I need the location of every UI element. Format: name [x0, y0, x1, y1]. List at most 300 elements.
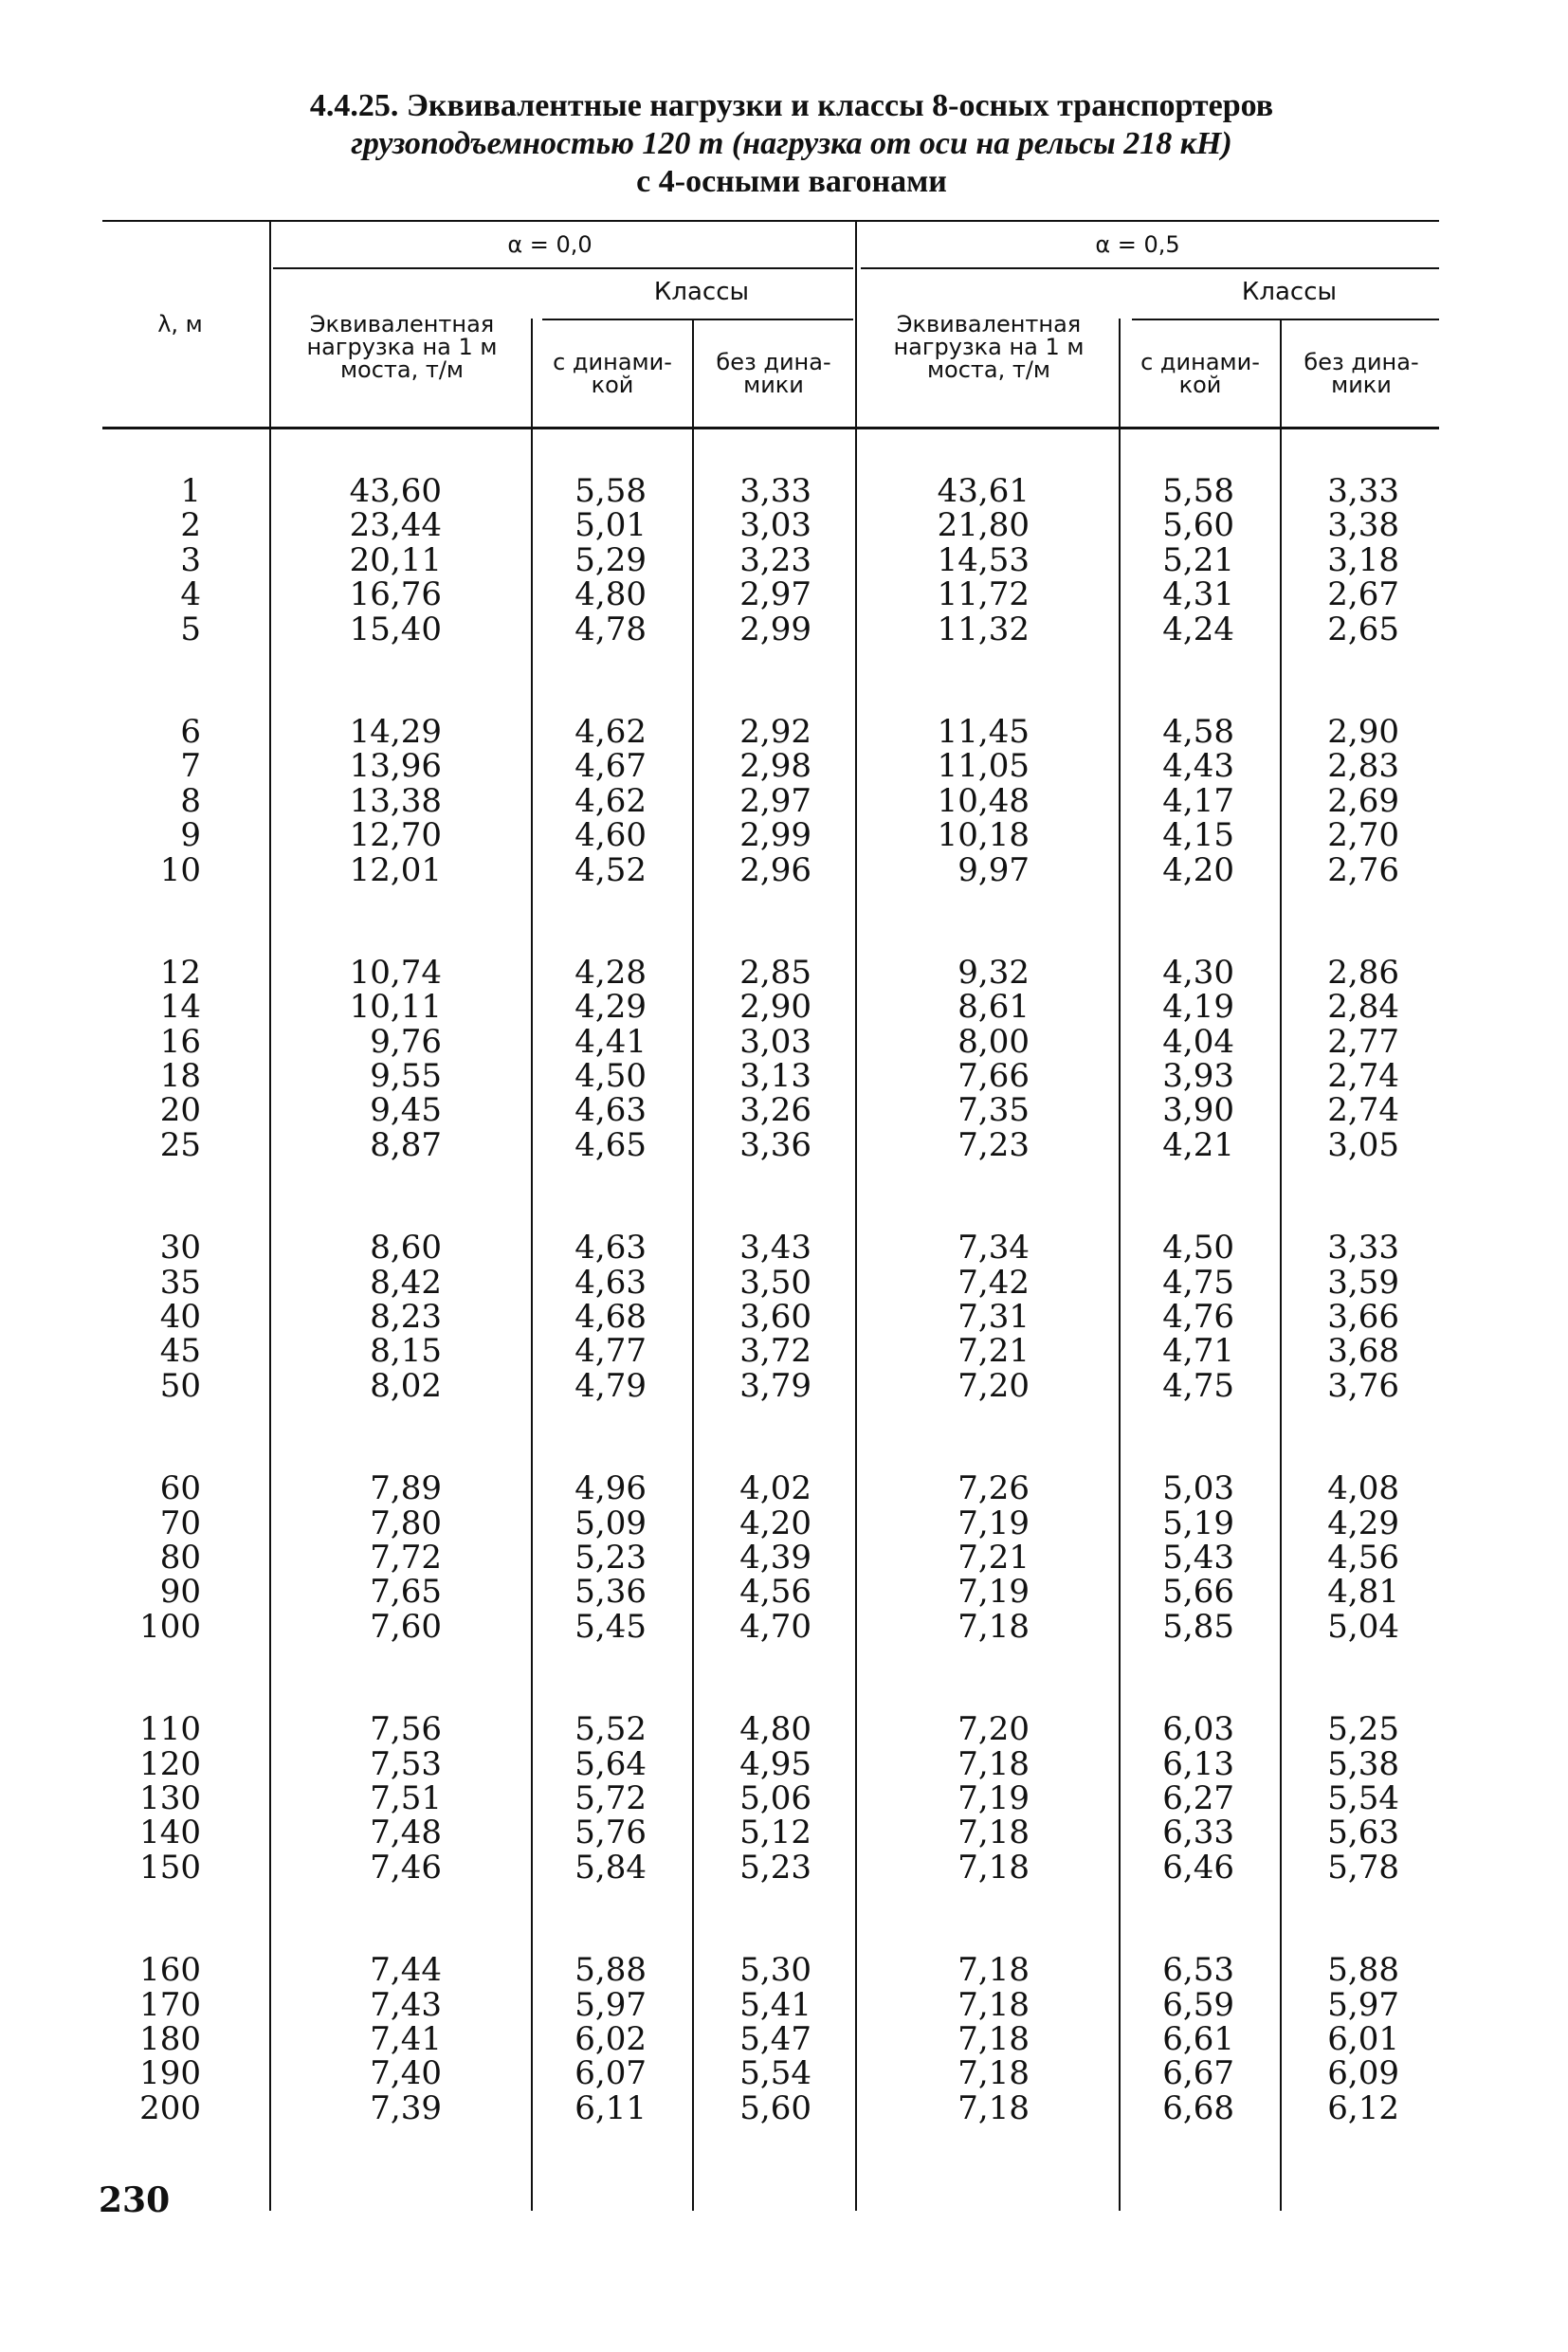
table-cell-a05-nodyn: 2,69 [1327, 781, 1399, 820]
table-cell-a0-nodyn: 3,36 [739, 1125, 811, 1164]
column-a05-class-nodyn [1303, 474, 1399, 2125]
table-cell-a0-nodyn: 3,60 [739, 1298, 811, 1337]
table-cell-a05-load: 7,34 [957, 1229, 1030, 1267]
group-gap [1138, 1885, 1234, 1953]
title-line-3: с 4-осными вагонами [636, 164, 947, 199]
table-cell-a05-load: 9,97 [957, 850, 1030, 889]
table-cell-a05-dyn: 4,76 [1162, 1298, 1234, 1337]
table-cell-a0-dyn: 4,52 [574, 850, 647, 889]
table-cell-a0-nodyn: 2,99 [739, 816, 811, 855]
group-gap [1303, 647, 1399, 715]
header-with-dyn-a0: с динами-кой [553, 349, 672, 398]
table-cell-lambda: 2 [180, 506, 201, 545]
table-cell-lambda: 30 [159, 1229, 201, 1267]
header-bottom-rule [102, 427, 1439, 429]
table-cell-a05-dyn: 4,31 [1162, 575, 1234, 614]
column-a0-class-dyn [550, 474, 647, 2125]
table-cell-a0-nodyn: 4,70 [739, 1607, 811, 1646]
table-cell-a05-load: 11,05 [937, 747, 1030, 786]
table-cell-a0-load: 7,51 [370, 1778, 442, 1817]
table-cell-a0-dyn: 5,09 [574, 1504, 647, 1542]
table-cell-a0-nodyn: 4,95 [739, 1744, 811, 1783]
table-cell-a0-nodyn: 5,23 [739, 1848, 811, 1887]
table-cell-a0-nodyn: 2,85 [739, 953, 811, 992]
table-cell-a0-load: 13,96 [349, 747, 442, 786]
table-cell-a05-load: 10,18 [937, 816, 1030, 855]
table-cell-a05-nodyn: 2,86 [1327, 953, 1399, 992]
table-cell-a0-nodyn: 3,72 [739, 1332, 811, 1371]
table-cell-a0-load: 10,11 [349, 988, 442, 1027]
table-cell-a0-nodyn: 4,56 [739, 1573, 811, 1612]
table-cell-a05-nodyn: 2,74 [1327, 1057, 1399, 1096]
group-gap [901, 1644, 1030, 1712]
table-cell-a05-dyn: 6,59 [1162, 1985, 1234, 2024]
table-cell-a05-dyn: 5,03 [1162, 1469, 1234, 1508]
table-cell-a0-load: 7,40 [370, 2054, 442, 2093]
table-cell-a0-load: 7,65 [370, 1573, 442, 1612]
table-cell-a0-dyn: 5,97 [574, 1985, 647, 2024]
column-lambda [114, 474, 201, 2125]
table-cell-lambda: 120 [139, 1744, 201, 1783]
group-gap [901, 887, 1030, 956]
table-cell-a05-load: 11,72 [937, 575, 1030, 614]
table-cell-a05-dyn: 4,15 [1162, 816, 1234, 855]
group-gap [313, 1885, 442, 1953]
table-cell-a0-load: 8,15 [370, 1332, 442, 1371]
table-cell-a05-load: 7,19 [957, 1504, 1030, 1542]
table-cell-a0-load: 7,41 [370, 2019, 442, 2058]
table-cell-lambda: 6 [180, 712, 201, 751]
table-cell-a05-load: 7,31 [957, 1298, 1030, 1337]
group-gap [313, 1644, 442, 1712]
table-cell-a05-load: 7,21 [957, 1538, 1030, 1577]
table-cell-a0-nodyn: 3,03 [739, 1022, 811, 1061]
table-cell-a05-load: 21,80 [937, 506, 1030, 545]
table-cell-a0-dyn: 4,96 [574, 1469, 647, 1508]
table-cell-a0-load: 7,60 [370, 1607, 442, 1646]
group-gap [550, 1403, 647, 1471]
table-cell-a05-load: 8,61 [957, 988, 1030, 1027]
table-cell-lambda: 140 [139, 1814, 201, 1852]
table-cell-a0-dyn: 5,88 [574, 1951, 647, 1990]
table-cell-a05-nodyn: 5,38 [1327, 1744, 1399, 1783]
table-cell-a0-dyn: 5,52 [574, 1710, 647, 1749]
table-cell-a0-nodyn: 5,12 [739, 1814, 811, 1852]
table-cell-lambda: 45 [159, 1332, 201, 1371]
table-cell-a0-dyn: 4,79 [574, 1366, 647, 1405]
table-cell-a05-nodyn: 2,90 [1327, 712, 1399, 751]
table-cell-a0-nodyn: 5,47 [739, 2019, 811, 2058]
table-cell-a0-nodyn: 2,92 [739, 712, 811, 751]
column-a0-class-nodyn [715, 474, 811, 2125]
table-cell-lambda: 12 [159, 953, 201, 992]
col-rule-5 [1119, 319, 1121, 2211]
group-gap [715, 887, 811, 956]
table-cell-a0-load: 7,80 [370, 1504, 442, 1542]
table-cell-lambda: 40 [159, 1298, 201, 1337]
group-gap [1138, 1644, 1234, 1712]
table-cell-a05-load: 8,00 [957, 1022, 1030, 1061]
table-cell-lambda: 160 [139, 1951, 201, 1990]
table-cell-a0-dyn: 4,63 [574, 1091, 647, 1130]
header-without-dyn-a0: без дина-мики [716, 349, 831, 398]
table-cell-a05-nodyn: 3,76 [1327, 1366, 1399, 1405]
table-cell-a0-load: 13,38 [349, 781, 442, 820]
table-cell-a0-dyn: 4,68 [574, 1298, 647, 1337]
table-cell-lambda: 35 [159, 1263, 201, 1302]
table-cell-a05-dyn: 4,04 [1162, 1022, 1234, 1061]
table-cell-lambda: 10 [159, 850, 201, 889]
table-cell-a05-dyn: 4,50 [1162, 1229, 1234, 1267]
table-cell-lambda: 200 [139, 2088, 201, 2127]
table-cell-a0-nodyn: 5,30 [739, 1951, 811, 1990]
table-cell-a0-dyn: 5,58 [574, 472, 647, 510]
table-cell-a0-load: 20,11 [349, 540, 442, 579]
table-cell-a05-dyn: 4,71 [1162, 1332, 1234, 1371]
table-cell-lambda: 170 [139, 1985, 201, 2024]
table-cell-a05-load: 7,21 [957, 1332, 1030, 1371]
table-cell-a05-dyn: 4,17 [1162, 781, 1234, 820]
header-alpha-0: α = 0,0 [507, 231, 593, 258]
table-cell-a05-nodyn: 3,05 [1327, 1125, 1399, 1164]
table-cell-a0-nodyn: 3,79 [739, 1366, 811, 1405]
table-cell-lambda: 4 [180, 575, 201, 614]
table-cell-a05-dyn: 5,58 [1162, 472, 1234, 510]
table-cell-lambda: 90 [159, 1573, 201, 1612]
table-cell-a0-dyn: 5,84 [574, 1848, 647, 1887]
table-cell-lambda: 16 [159, 1022, 201, 1061]
table-cell-a05-load: 9,32 [957, 953, 1030, 992]
col-rule-2 [531, 319, 533, 2211]
table-cell-a05-dyn: 3,93 [1162, 1057, 1234, 1096]
table-cell-a0-nodyn: 3,43 [739, 1229, 811, 1267]
table-cell-a0-load: 7,46 [370, 1848, 442, 1887]
table-cell-a0-load: 7,39 [370, 2088, 442, 2127]
group-gap [114, 1644, 201, 1712]
group-gap [715, 647, 811, 715]
table-cell-a0-dyn: 4,80 [574, 575, 647, 614]
table-cell-a05-load: 11,32 [937, 610, 1030, 648]
table-cell-a05-dyn: 5,43 [1162, 1538, 1234, 1577]
table-cell-a05-load: 7,20 [957, 1366, 1030, 1405]
group-gap [1138, 647, 1234, 715]
table-cell-a0-dyn: 5,01 [574, 506, 647, 545]
table-cell-a0-nodyn: 5,60 [739, 2088, 811, 2127]
table-cell-a05-dyn: 4,19 [1162, 988, 1234, 1027]
table-cell-lambda: 8 [180, 781, 201, 820]
header-with-dyn-a05: с динами-кой [1140, 349, 1260, 398]
table-cell-a0-dyn: 4,50 [574, 1057, 647, 1096]
table-cell-a05-load: 10,48 [937, 781, 1030, 820]
table-cell-a0-dyn: 4,65 [574, 1125, 647, 1164]
table-cell-a0-load: 8,87 [370, 1125, 442, 1164]
group-gap [550, 887, 647, 956]
table-cell-a05-load: 7,18 [957, 1848, 1030, 1887]
table-cell-lambda: 60 [159, 1469, 201, 1508]
col-rule-4 [855, 220, 857, 2211]
table-cell-a0-load: 12,01 [349, 850, 442, 889]
header-lambda: λ, м [157, 311, 203, 337]
table-cell-a05-nodyn: 3,33 [1327, 472, 1399, 510]
table-cell-a0-nodyn: 2,96 [739, 850, 811, 889]
table-cell-a05-load: 11,45 [937, 712, 1030, 751]
group-gap [901, 1403, 1030, 1471]
header-without-dyn-a05: без дина-мики [1304, 349, 1419, 398]
table-cell-a05-load: 7,18 [957, 1607, 1030, 1646]
table-cell-a05-load: 7,66 [957, 1057, 1030, 1096]
group-gap [550, 1644, 647, 1712]
group-gap [1303, 1162, 1399, 1231]
group-gap [114, 1403, 201, 1471]
table-cell-a05-dyn: 5,66 [1162, 1573, 1234, 1612]
table-cell-lambda: 150 [139, 1848, 201, 1887]
group-gap [1303, 1885, 1399, 1953]
group-gap [715, 1162, 811, 1231]
table-cell-a0-dyn: 4,28 [574, 953, 647, 992]
table-cell-a0-nodyn: 3,13 [739, 1057, 811, 1096]
table-cell-a05-nodyn: 2,65 [1327, 610, 1399, 648]
table-cell-lambda: 5 [180, 610, 201, 648]
title-line-2b: (нагрузка от оси на рельсы 218 кН) [723, 126, 1232, 161]
header-equiv-load-a0: Эквивалентная нагрузка на 1 м моста, т/м [306, 311, 498, 383]
table-cell-a05-dyn: 4,58 [1162, 712, 1234, 751]
table-cell-a05-dyn: 6,67 [1162, 2054, 1234, 2093]
table-title [142, 87, 1441, 201]
table-cell-a05-load: 7,19 [957, 1573, 1030, 1612]
table-cell-a05-nodyn: 2,77 [1327, 1022, 1399, 1061]
column-a05-class-dyn [1138, 474, 1234, 2125]
table-cell-lambda: 180 [139, 2019, 201, 2058]
header-classes-a05: Классы [1241, 278, 1338, 306]
table-cell-a05-nodyn: 6,09 [1327, 2054, 1399, 2093]
col-rule-3 [692, 319, 694, 2211]
table-cell-a05-load: 14,53 [937, 540, 1030, 579]
group-gap [1138, 1162, 1234, 1231]
table-cell-a05-nodyn: 4,08 [1327, 1469, 1399, 1508]
table-cell-a05-dyn: 4,30 [1162, 953, 1234, 992]
table-cell-a05-nodyn: 5,88 [1327, 1951, 1399, 1990]
table-cell-a05-dyn: 5,85 [1162, 1607, 1234, 1646]
group-gap [313, 887, 442, 956]
table-cell-a05-dyn: 4,20 [1162, 850, 1234, 889]
group-gap [114, 1162, 201, 1231]
table-cell-a0-dyn: 5,29 [574, 540, 647, 579]
table-cell-a05-load: 7,18 [957, 1985, 1030, 2024]
table-cell-lambda: 18 [159, 1057, 201, 1096]
group-gap [114, 1885, 201, 1953]
table-cell-a05-nodyn: 2,76 [1327, 850, 1399, 889]
table-cell-lambda: 80 [159, 1538, 201, 1577]
table-cell-a05-dyn: 5,21 [1162, 540, 1234, 579]
table-cell-a05-nodyn: 3,33 [1327, 1229, 1399, 1267]
table-cell-lambda: 190 [139, 2054, 201, 2093]
table-cell-a0-dyn: 6,07 [574, 2054, 647, 2093]
table-cell-a05-load: 7,18 [957, 2088, 1030, 2127]
group-gap [114, 647, 201, 715]
group-gap [550, 647, 647, 715]
table-cell-a0-load: 7,44 [370, 1951, 442, 1990]
table-cell-a0-nodyn: 5,41 [739, 1985, 811, 2024]
table-cell-a0-load: 7,53 [370, 1744, 442, 1783]
table-cell-a05-nodyn: 3,38 [1327, 506, 1399, 545]
table-cell-a0-load: 7,72 [370, 1538, 442, 1577]
table-cell-a0-nodyn: 2,97 [739, 575, 811, 614]
group-gap [550, 1162, 647, 1231]
table-cell-a0-dyn: 4,62 [574, 781, 647, 820]
group-gap [313, 647, 442, 715]
table-cell-a05-nodyn: 4,29 [1327, 1504, 1399, 1542]
group-gap [313, 1162, 442, 1231]
alpha-rule-right [861, 267, 1439, 269]
table-cell-lambda: 25 [159, 1125, 201, 1164]
table-cell-a05-dyn: 5,60 [1162, 506, 1234, 545]
table-cell-a0-load: 7,89 [370, 1469, 442, 1508]
table-cell-a05-dyn: 6,27 [1162, 1778, 1234, 1817]
table-cell-lambda: 7 [180, 747, 201, 786]
table-cell-a05-load: 7,18 [957, 1814, 1030, 1852]
table-cell-a05-nodyn: 2,84 [1327, 988, 1399, 1027]
table-cell-a05-nodyn: 6,01 [1327, 2019, 1399, 2058]
table-cell-a0-load: 16,76 [349, 575, 442, 614]
header-top-rule [102, 220, 1439, 222]
table-cell-a0-dyn: 4,67 [574, 747, 647, 786]
column-a0-equiv-load [313, 474, 442, 2125]
table-cell-a05-dyn: 6,03 [1162, 1710, 1234, 1749]
table-cell-a0-load: 8,02 [370, 1366, 442, 1405]
table-cell-a05-nodyn: 5,04 [1327, 1607, 1399, 1646]
alpha-rule-left [273, 267, 853, 269]
group-gap [901, 1885, 1030, 1953]
table-cell-a05-nodyn: 3,18 [1327, 540, 1399, 579]
table-cell-a05-nodyn: 2,83 [1327, 747, 1399, 786]
table-cell-a05-load: 7,20 [957, 1710, 1030, 1749]
table-cell-a05-nodyn: 5,78 [1327, 1848, 1399, 1887]
table-cell-a0-nodyn: 4,20 [739, 1504, 811, 1542]
table-cell-a0-load: 12,70 [349, 816, 442, 855]
table-cell-a0-load: 8,42 [370, 1263, 442, 1302]
table-cell-a0-nodyn: 3,23 [739, 540, 811, 579]
table-cell-a0-load: 15,40 [349, 610, 442, 648]
header-classes-a0: Классы [653, 278, 750, 306]
table-cell-a0-load: 7,48 [370, 1814, 442, 1852]
table-cell-a0-dyn: 4,41 [574, 1022, 647, 1061]
table-cell-lambda: 20 [159, 1091, 201, 1130]
table-cell-a0-load: 8,60 [370, 1229, 442, 1267]
table-cell-a05-dyn: 5,19 [1162, 1504, 1234, 1542]
table-cell-a0-load: 9,45 [370, 1091, 442, 1130]
table-cell-a0-dyn: 5,64 [574, 1744, 647, 1783]
table-cell-a0-dyn: 5,23 [574, 1538, 647, 1577]
table-cell-lambda: 9 [180, 816, 201, 855]
table-cell-a05-load: 7,26 [957, 1469, 1030, 1508]
group-gap [1138, 887, 1234, 956]
table-cell-a0-dyn: 4,60 [574, 816, 647, 855]
group-gap [550, 1885, 647, 1953]
table-cell-a05-dyn: 6,33 [1162, 1814, 1234, 1852]
table-cell-a0-dyn: 4,63 [574, 1263, 647, 1302]
table-cell-a05-dyn: 6,68 [1162, 2088, 1234, 2127]
table-cell-a0-load: 23,44 [349, 506, 442, 545]
table-cell-a05-dyn: 4,43 [1162, 747, 1234, 786]
table-cell-a05-dyn: 4,75 [1162, 1263, 1234, 1302]
table-cell-a0-nodyn: 2,99 [739, 610, 811, 648]
column-a05-equiv-load [901, 474, 1030, 2125]
group-gap [1303, 1403, 1399, 1471]
table-cell-a0-dyn: 6,02 [574, 2019, 647, 2058]
table-cell-a0-nodyn: 2,98 [739, 747, 811, 786]
table-cell-a0-nodyn: 3,50 [739, 1263, 811, 1302]
table-cell-a05-load: 7,42 [957, 1263, 1030, 1302]
table-cell-a05-nodyn: 5,97 [1327, 1985, 1399, 2024]
group-gap [1303, 1644, 1399, 1712]
table-cell-a0-dyn: 6,11 [574, 2088, 647, 2127]
table-cell-a05-nodyn: 5,25 [1327, 1710, 1399, 1749]
table-cell-a0-dyn: 4,78 [574, 610, 647, 648]
table-cell-a0-dyn: 4,62 [574, 712, 647, 751]
table-cell-a0-load: 7,43 [370, 1985, 442, 2024]
table-cell-a0-dyn: 5,72 [574, 1778, 647, 1817]
table-cell-a05-dyn: 4,75 [1162, 1366, 1234, 1405]
group-gap [715, 1885, 811, 1953]
table-cell-a0-nodyn: 3,33 [739, 472, 811, 510]
table-cell-lambda: 110 [139, 1710, 201, 1749]
table-cell-a05-nodyn: 2,74 [1327, 1091, 1399, 1130]
table-cell-a05-nodyn: 5,63 [1327, 1814, 1399, 1852]
table-cell-a0-nodyn: 5,54 [739, 2054, 811, 2093]
table-cell-a05-nodyn: 5,54 [1327, 1778, 1399, 1817]
table-cell-a05-nodyn: 3,66 [1327, 1298, 1399, 1337]
table-cell-a05-load: 7,18 [957, 1744, 1030, 1783]
group-gap [715, 1403, 811, 1471]
table-cell-a05-nodyn: 3,59 [1327, 1263, 1399, 1302]
table-cell-a0-load: 14,29 [349, 712, 442, 751]
header-equiv-load-a05: Эквивалентная нагрузка на 1 м моста, т/м [893, 311, 1085, 383]
group-gap [901, 1162, 1030, 1231]
table-cell-a0-load: 9,76 [370, 1022, 442, 1061]
table-cell-a05-nodyn: 6,12 [1327, 2088, 1399, 2127]
table-cell-a05-nodyn: 4,56 [1327, 1538, 1399, 1577]
table-cell-a05-nodyn: 2,70 [1327, 816, 1399, 855]
group-gap [1138, 1403, 1234, 1471]
table-cell-a05-dyn: 4,21 [1162, 1125, 1234, 1164]
table-cell-a05-nodyn: 2,67 [1327, 575, 1399, 614]
classes-rule-right [1132, 319, 1439, 320]
col-rule-1 [269, 220, 271, 2211]
table-cell-a05-dyn: 6,13 [1162, 1744, 1234, 1783]
table-cell-a0-nodyn: 5,06 [739, 1778, 811, 1817]
group-gap [715, 1644, 811, 1712]
table-cell-a0-nodyn: 4,02 [739, 1469, 811, 1508]
table-cell-lambda: 130 [139, 1778, 201, 1817]
table-cell-a0-dyn: 4,29 [574, 988, 647, 1027]
table-cell-a05-load: 7,18 [957, 2054, 1030, 2093]
table-cell-a05-nodyn: 4,81 [1327, 1573, 1399, 1612]
group-gap [1303, 887, 1399, 956]
table-cell-a0-dyn: 4,63 [574, 1229, 647, 1267]
table-cell-a0-dyn: 5,36 [574, 1573, 647, 1612]
table-cell-a05-dyn: 6,53 [1162, 1951, 1234, 1990]
table-cell-a05-load: 7,19 [957, 1778, 1030, 1817]
group-gap [901, 647, 1030, 715]
title-line-2a: грузоподъемностью 120 т [351, 126, 724, 161]
table-cell-a05-load: 7,18 [957, 2019, 1030, 2058]
table-cell-a0-nodyn: 2,90 [739, 988, 811, 1027]
table-cell-lambda: 100 [139, 1607, 201, 1646]
table-cell-a0-nodyn: 2,97 [739, 781, 811, 820]
table-cell-a0-nodyn: 4,39 [739, 1538, 811, 1577]
table-cell-a05-nodyn: 3,68 [1327, 1332, 1399, 1371]
table-cell-lambda: 14 [159, 988, 201, 1027]
